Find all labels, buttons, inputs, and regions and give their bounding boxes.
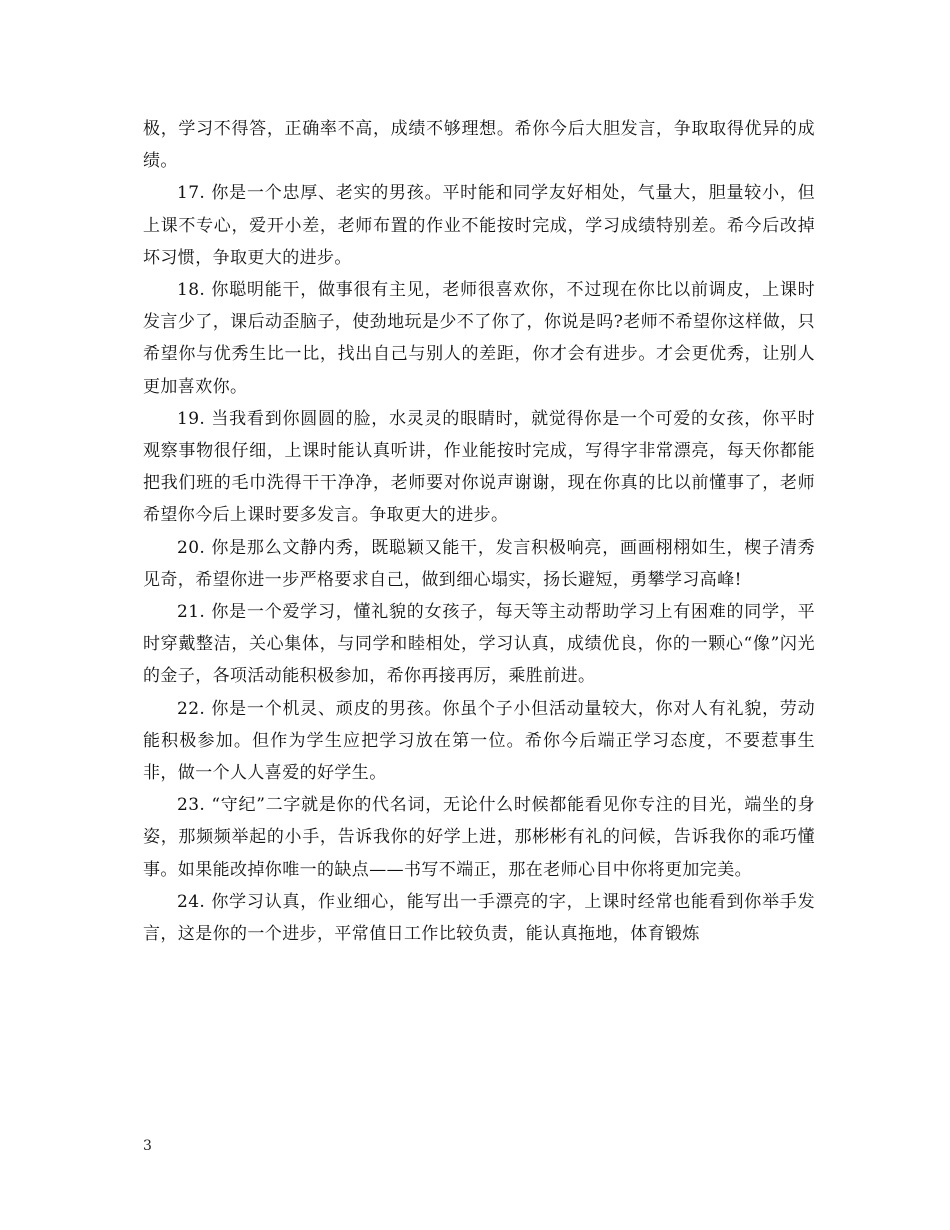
page-number: 3 — [143, 1138, 152, 1154]
paragraph-22: 22. 你是一个机灵、顽皮的男孩。你虽个子小但活动量较大，你对人有礼貌，劳动能积极参加。但作为学生应把学习放在第一位。希你今后端正学习态度，不要惹事生非，做一个人人喜爱的好学生。 — [143, 698, 815, 784]
paragraph-23: 23. “守纪”二字就是你的代名词，无论什么时候都能看见你专注的目光，端坐的身姿，那频频举起的小手，告诉我你的好学上进，那彬彬有礼的问候，告诉我你的乖巧懂事。如果能改掉你唯一的缺点——书写不端正，那在老师心目中你将更加完美。 — [143, 795, 815, 880]
paragraph-20: 20. 你是那么文静内秀，既聪颖又能干，发言积极响亮，画画栩栩如生，楔子清秀见奇，希望你进一步严格要求自己，做到细心塌实，扬长避短，勇攀学习高峰! — [143, 537, 815, 590]
paragraph-24: 24. 你学习认真，作业细心，能写出一手漂亮的字，上课时经常也能看到你举手发言，这是你的一个进步，平常值日工作比较负责，能认真拖地，体育锻炼 — [143, 891, 815, 945]
paragraph-17: 17. 你是一个忠厚、老实的男孩。平时能和同学友好相处，气量大，胆量较小，但上课不专心，爱开小差，老师布置的作业不能按时完成，学习成绩特别差。希今后改掉坏习惯，争取更大的进步。 — [143, 183, 815, 268]
body-text — [143, 113, 815, 950]
paragraph-continuation: 极，学习不得答，正确率不高，成绩不够理想。希你今后大胆发言，争取取得优异的成绩。 — [143, 119, 815, 172]
paragraph-21: 21. 你是一个爱学习，懂礼貌的女孩子，每天等主动帮助学习上有困难的同学，平时穿戴整洁，关心集体，与同学和睦相处，学习认真，成绩优良，你的一颗心“像”闪光的金子，各项活动能积极参加，希你再接再厉，乘胜前进。 — [143, 602, 815, 687]
paragraph-18: 18. 你聪明能干，做事很有主见，老师很喜欢你，不过现在你比以前调皮，上课时发言少了，课后动歪脑子，使劲地玩是少不了你了，你说是吗?老师不希望你这样做，只希望你与优秀生比一比，找出自己与别人的差距，你才会有进步。才会更优秀，让别人更加喜欢你。 — [143, 280, 815, 397]
paragraph-19: 19. 当我看到你圆圆的脸，水灵灵的眼睛时，就觉得你是一个可爱的女孩，你平时观察事物很仔细，上课时能认真听讲，作业能按时完成，写得字非常漂亮，每天你都能把我们班的毛巾洗得干干净净，老师要对你说声谢谢，现在你真的比以前懂事了，老师希望你今后上课时要多发言。争取更大的进步。 — [143, 408, 815, 526]
